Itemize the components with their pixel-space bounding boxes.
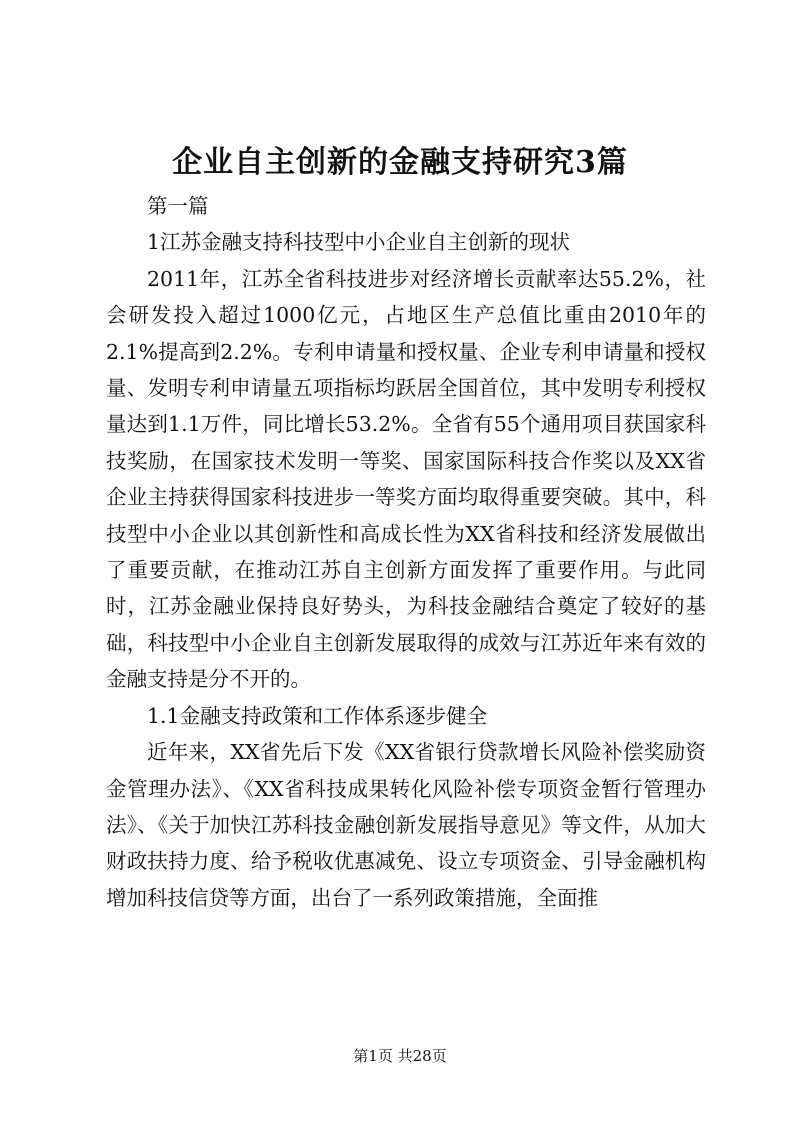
part-heading: 第一篇 xyxy=(147,194,209,218)
document-title: 企业自主创新的金融支持研究3篇 xyxy=(172,145,628,180)
body-paragraph: 2011年，江苏全省科技进步对经济增长贡献率达55.2%，社会研发投入超过1000亿元，占地区生产总值比重由2010年的2.1%提高到2.2%。专利申请量和授权量、企业专利申请量和授权量、发明专利申请量五项指标均跃居全国首位，其中发明专利授权量达到1.1万件，同比增长53.2%。全省有55个通用项目获国家科技奖励，在国家技术发明一等奖、国家国际科技合作奖以及XX省企业主持获得国家科技进步一等奖方面均取得重要突破。其中，科技型中小企业以其创新性和高成长性为XX省科技和经济发展做出了重要贡献，在推动江苏自主创新方面发挥了重要作用。与此同时，江苏金融业保持良好势头，为科技金融结合奠定了较好的基础，科技型中小企业自主创新发展取得的成效与江苏近年来有效的金融支持是分不开的。 xyxy=(106,266,706,692)
section-heading: 1江苏金融支持科技型中小企业自主创新的现状 xyxy=(147,230,571,255)
subsection-heading: 1.1金融支持政策和工作体系逐步健全 xyxy=(147,703,488,728)
page-number-footer: 第1页 共28页 xyxy=(353,1047,447,1065)
document-body xyxy=(106,188,706,916)
body-paragraph: 近年来，XX省先后下发《XX省银行贷款增长风险补偿奖励资金管理办法》、《XX省科技成果转化风险补偿专项资金暂行管理办法》、《关于加快江苏科技金融创新发展指导意见》等文件，从加大财政扶持力度、给予税收优惠减免、设立专项资金、引导金融机构增加科技信贷等方面，出台了一系列政策措施，全面推 xyxy=(106,740,706,910)
